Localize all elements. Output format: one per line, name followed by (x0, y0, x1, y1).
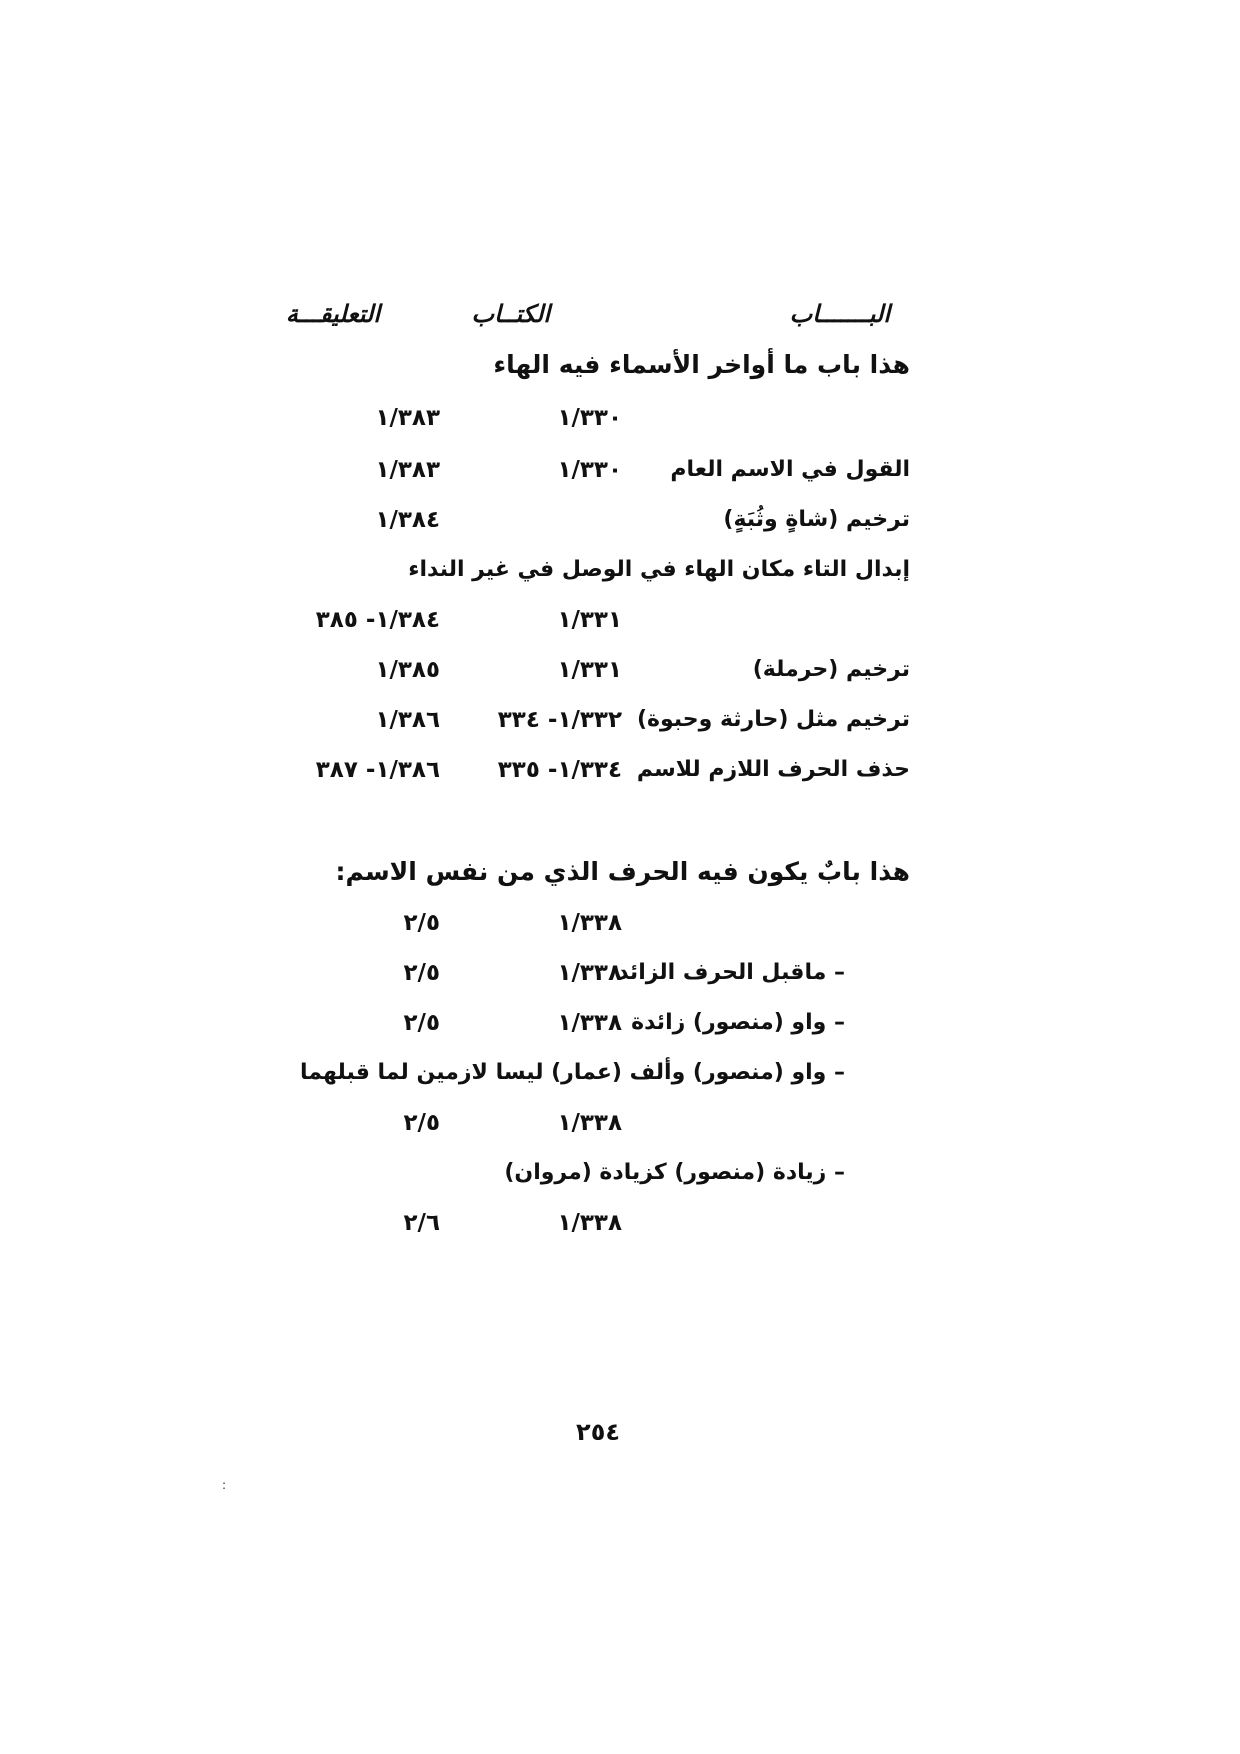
s1-row1-kitab: ١/٣٣٠ (557, 457, 622, 483)
header-bab: البـــــــاب (789, 300, 890, 328)
s1-row3-text: إبدال التاء مكان الهاء في الوصل في غير النداء (408, 557, 910, 582)
s1-row7-taliqa: ١/٣٨٦- ٣٨٧ (315, 757, 440, 783)
s2-row5-text: – زيادة (منصور) كزيادة (مروان) (504, 1160, 845, 1185)
s2-row1-taliqa: ٢/٥ (403, 960, 440, 986)
s1-row1-text: القول في الاسم العام (670, 457, 910, 482)
s1-row7-text: حذف الحرف اللازم للاسم (636, 757, 910, 782)
s1-row6-kitab: ١/٣٣٢- ٣٣٤ (497, 707, 622, 733)
s2-row2-taliqa: ٢/٥ (403, 1010, 440, 1036)
s1-row5-taliqa: ١/٣٨٥ (375, 657, 440, 683)
s2-row6-kitab: ١/٣٣٨ (557, 1210, 622, 1236)
s2-row6-taliqa: ٢/٦ (403, 1210, 440, 1236)
s2-row0-taliqa: ٢/٥ (403, 910, 440, 936)
s2-row0-kitab: ١/٣٣٨ (557, 910, 622, 936)
s1-row0-taliqa: ١/٣٨٣ (375, 405, 440, 431)
page-number: ٢٥٤ (576, 1418, 620, 1446)
s1-row4-kitab: ١/٣٣١ (557, 607, 622, 633)
s2-row3-text: – واو (منصور) وألف (عمار) ليسا لازمين لما قبلهما (299, 1060, 845, 1085)
s1-row7-kitab: ١/٣٣٤- ٣٣٥ (497, 757, 622, 783)
s2-row4-kitab: ١/٣٣٨ (557, 1110, 622, 1136)
s1-row5-kitab: ١/٣٣١ (557, 657, 622, 683)
s2-row4-taliqa: ٢/٥ (403, 1110, 440, 1136)
s1-row6-taliqa: ١/٣٨٦ (375, 707, 440, 733)
header-taliqa: التعليقـــة (285, 300, 380, 328)
s1-row1-taliqa: ١/٣٨٣ (375, 457, 440, 483)
s1-row4-taliqa: ١/٣٨٤- ٣٨٥ (315, 607, 440, 633)
s2-row2-text: – واو (منصور) زائدة (631, 1010, 845, 1035)
s1-row2-text: ترخيم (شاةٍ وثُبَةٍ) (723, 507, 910, 532)
s2-row2-kitab: ١/٣٣٨ (557, 1010, 622, 1036)
s1-row6-text: ترخيم مثل (حارثة وحبوة) (636, 707, 910, 732)
s1-row2-taliqa: ١/٣٨٤ (375, 507, 440, 533)
header-kitab: الكتــاب (471, 300, 550, 328)
s1-row5-text: ترخيم (حرملة) (752, 657, 910, 682)
s1-row0-kitab: ١/٣٣٠ (557, 405, 622, 431)
s2-row1-kitab: ١/٣٣٨ (557, 960, 622, 986)
stray-mark: : (222, 1478, 227, 1492)
s2-row1-text: – ماقبل الحرف الزائد (617, 960, 845, 985)
section2-title: هذا بابٌ يكون فيه الحرف الذي من نفس الاسم: (335, 857, 910, 886)
section1-title: هذا باب ما أواخر الأسماء فيه الهاء (493, 350, 910, 379)
